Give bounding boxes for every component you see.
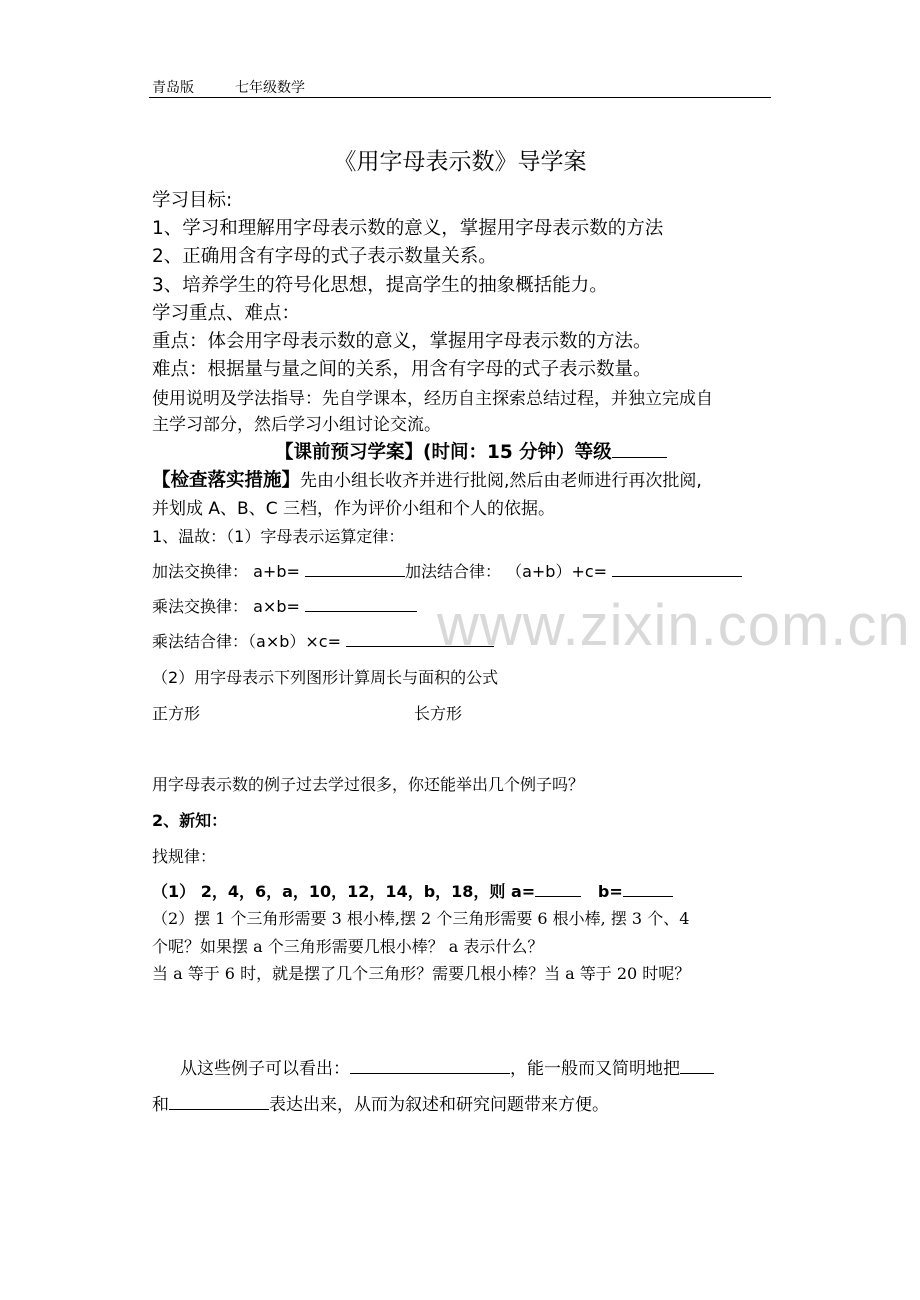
check-label: 【检查落实措施】 (152, 470, 301, 491)
header-publisher: 青岛版 (152, 80, 194, 96)
examples-question: 用字母表示数的例子过去学过很多，你还能举出几个例子吗？ (152, 775, 585, 794)
grade-blank[interactable] (612, 441, 667, 458)
mul-assoc-label: 乘法结合律： (152, 632, 249, 651)
objectives-heading: 学习目标: (152, 190, 233, 211)
objective-item-2: 2、正确用含有字母的式子表示数量关系。 (152, 246, 497, 267)
mul-comm-expr: a×b= (253, 597, 300, 616)
preview-heading-text: 【课前预习学案】(时间：15 分钟）等级 (275, 442, 612, 463)
answer-b-blank[interactable] (623, 880, 673, 897)
check-text: 先由小组长收齐并进行批阅,然后由老师进行再次批阅, (300, 471, 702, 491)
objective-item-1: 1、学习和理解用字母表示数的意义，掌握用字母表示数的方法 (152, 218, 664, 239)
add-comm-expr: a+b= (253, 562, 300, 581)
pattern-q1-text: （1） 2，4，6，a，10，12，14，b，18，则 a= (152, 882, 536, 901)
conclusion-part-4: 表达出来，从而为叙述和研究问题带来方便。 (269, 1095, 609, 1115)
add-assoc-label: 加法结合律： (404, 562, 501, 581)
check-line-1 (152, 466, 702, 492)
instructions-line-2: 主学习部分，然后学习小组讨论交流。 (152, 415, 441, 435)
watermark: www.zixin.com.cn (437, 593, 911, 658)
conclusion-part-2: ，能一般而又简明地把 (510, 1059, 680, 1079)
mul-comm-line (152, 594, 417, 617)
new-knowledge-heading: 2、新知： (152, 811, 228, 830)
pattern-question-2-line-1: （2）摆 1 个三角形需要 3 根小棒,摆 2 个三角形需要 6 根小棒, 摆 3 个、4 (152, 909, 690, 928)
mul-comm-label: 乘法交换律： (152, 597, 249, 616)
objective-item-3: 3、培养学生的符号化思想，提高学生的抽象概括能力。 (152, 275, 608, 296)
add-comm-label: 加法交换律： (152, 562, 249, 581)
pattern-question-1 (152, 879, 673, 902)
mul-assoc-expr: （a×b）×c= (248, 632, 341, 651)
answer-a-blank[interactable] (535, 880, 581, 897)
add-assoc-expr: （a+b）+c= (506, 562, 608, 581)
square-label: 正方形 (152, 704, 201, 723)
conclusion-line-2 (152, 1090, 609, 1115)
conclusion-blank-2[interactable] (680, 1057, 714, 1074)
conclusion-blank-3[interactable] (169, 1093, 269, 1110)
addition-laws-line (152, 559, 742, 582)
pattern-question-2-line-3: 当 a 等于 6 时，就是摆了几个三角形？需要几根小棒？当 a 等于 20 时呢？ (152, 964, 691, 983)
add-assoc-blank[interactable] (612, 560, 742, 577)
keypoints-focus: 重点：体会用字母表示数的意义，掌握用字母表示数的方法。 (152, 331, 652, 352)
preview-heading (275, 438, 667, 464)
rectangle-label: 长方形 (414, 704, 463, 723)
conclusion-blank-1[interactable] (350, 1057, 510, 1074)
review-heading: 1、温故：（1）字母表示运算定律： (152, 527, 405, 546)
pattern-heading: 找规律： (152, 847, 217, 866)
conclusion-line-1 (180, 1054, 714, 1079)
instructions-line-1: 使用说明及学法指导：先自学课本，经历自主探索总结过程，并独立完成自 (152, 389, 713, 409)
conclusion-part-1: 从这些例子可以看出： (180, 1059, 350, 1079)
check-line-2: 并划成 A、B、C 三档，作为评价小组和个人的依据。 (152, 499, 555, 519)
header-rule (149, 97, 771, 98)
pattern-q1-b: b= (597, 882, 623, 901)
header-subject: 七年级数学 (235, 80, 305, 96)
shapes-heading: （2）用字母表示下列图形计算周长与面积的公式 (152, 668, 499, 687)
keypoints-heading: 学习重点、难点： (152, 303, 301, 324)
keypoints-difficulty: 难点：根据量与量之间的关系，用含有字母的式子表示数量。 (152, 359, 652, 380)
add-comm-blank[interactable] (305, 560, 405, 577)
mul-comm-blank[interactable] (305, 595, 417, 612)
conclusion-part-3: 和 (152, 1095, 169, 1115)
page-title: 《用字母表示数》导学案 (333, 149, 587, 175)
pattern-question-2-line-2: 个呢？如果摆 a 个三角形需要几根小棒？ a 表示什么？ (152, 937, 544, 956)
